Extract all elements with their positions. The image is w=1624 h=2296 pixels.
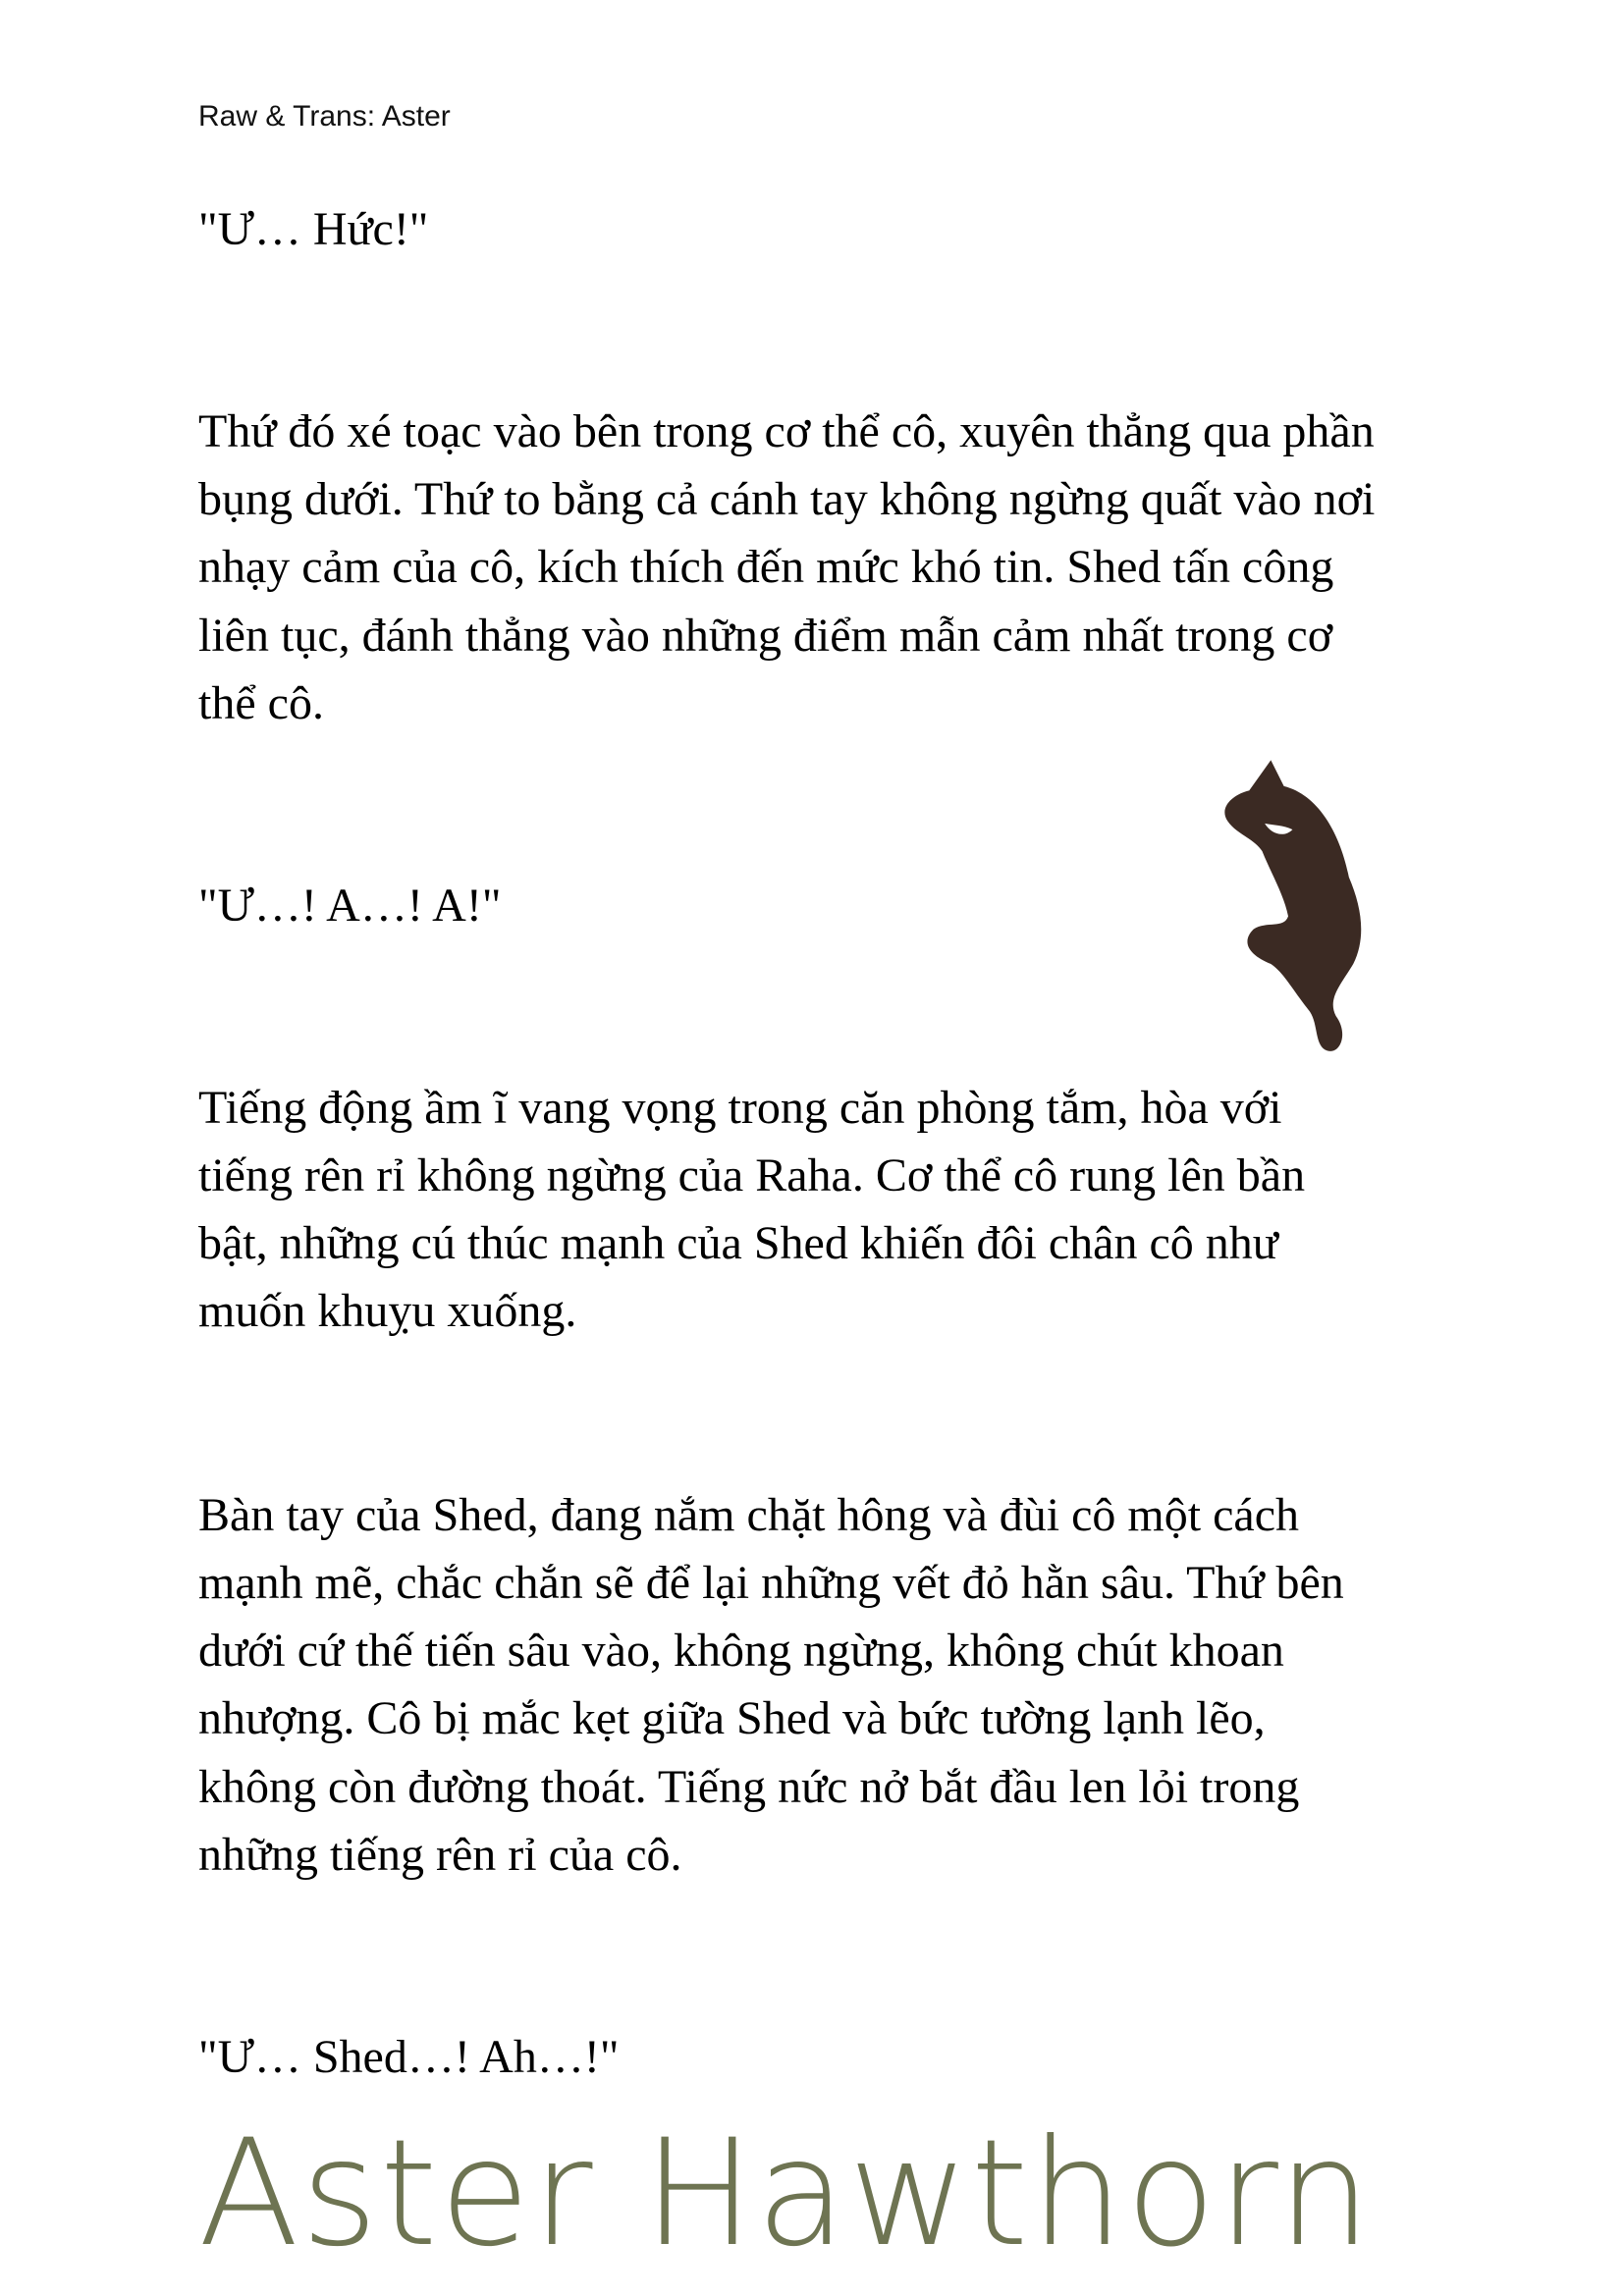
text-line: những tiếng rên rỉ của cô. xyxy=(198,1829,682,1881)
translator-credit: Raw & Trans: Aster xyxy=(198,100,451,133)
text-line: dưới cứ thế tiến sâu vào, không ngừng, không chút khoan xyxy=(198,1625,1284,1677)
text-line: "Ư…! A…! A!" xyxy=(198,880,502,932)
text-line: Thứ đó xé toạc vào bên trong cơ thể cô, xuyên thẳng qua phần xyxy=(198,405,1375,457)
text-line: Bàn tay của Shed, đang nắm chặt hông và đùi cô một cách xyxy=(198,1489,1299,1541)
text-line: nhạy cảm của cô, kích thích đến mức khó tin. Shed tấn công xyxy=(198,541,1334,593)
text-line: nhượng. Cô bị mắc kẹt giữa Shed và bức tường lạnh lẽo, xyxy=(198,1692,1266,1744)
text-line: "Ư… Hức!" xyxy=(198,203,429,255)
text-line: thể cô. xyxy=(198,677,324,729)
text-line: muốn khuỵu xuống. xyxy=(198,1285,577,1337)
text-line: Tiếng động ầm ĩ vang vọng trong căn phòng tắm, hòa với xyxy=(198,1082,1282,1134)
text-line: không còn đường thoát. Tiếng nức nở bắt đầu len lỏi trong xyxy=(198,1761,1300,1813)
watermark: Aster Hawthorn xyxy=(198,2109,1374,2279)
text-line: bật, những cú thúc mạnh của Shed khiến đôi chân cô như xyxy=(198,1217,1278,1269)
text-line: mạnh mẽ, chắc chắn sẽ để lại những vết đỏ hằn sâu. Thứ bên xyxy=(198,1557,1344,1609)
text-line: liên tục, đánh thẳng vào những điểm mẫn cảm nhất trong cơ xyxy=(198,610,1333,662)
text-line: tiếng rên rỉ không ngừng của Raha. Cơ thể cô rung lên bần xyxy=(198,1149,1306,1201)
cat-silhouette-icon xyxy=(1188,756,1388,1068)
text-line: bụng dưới. Thứ to bằng cả cánh tay không ngừng quất vào nơi xyxy=(198,473,1376,525)
text-line: "Ư… Shed…! Ah…!" xyxy=(198,2031,620,2083)
